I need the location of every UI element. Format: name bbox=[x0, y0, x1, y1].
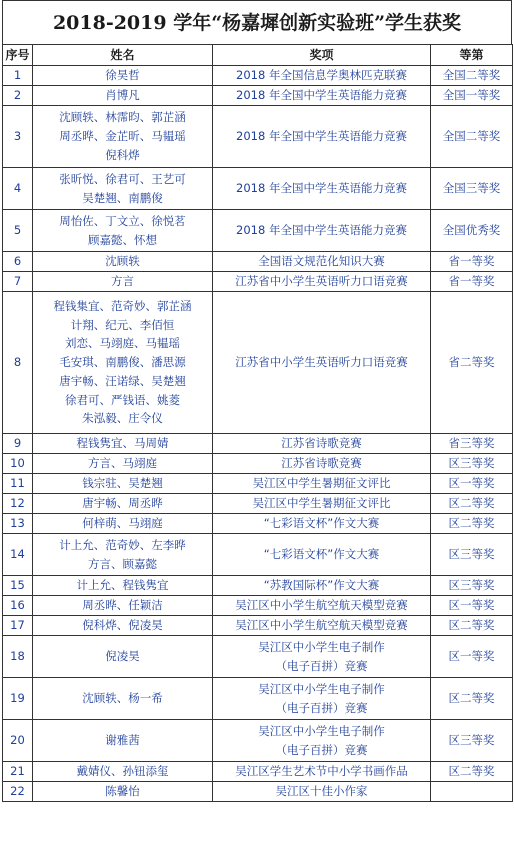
table-row bbox=[3, 292, 513, 434]
row-names bbox=[33, 514, 213, 534]
row-index: 7 bbox=[3, 272, 33, 292]
row-index: 20 bbox=[3, 720, 33, 762]
row-names bbox=[33, 66, 213, 86]
student-names: 周怡佐、丁文立、徐悦茗 bbox=[59, 213, 186, 228]
row-index: 19 bbox=[3, 678, 33, 720]
award-name: 2018 年全国信息学奥林匹克联赛 bbox=[236, 68, 407, 83]
row-award bbox=[213, 636, 431, 678]
row-grade: 区二等奖 bbox=[431, 678, 513, 720]
row-index: 5 bbox=[3, 210, 33, 252]
award-name: （电子百拼）竞赛 bbox=[275, 742, 368, 757]
student-names: 倪科烨、倪凌昊 bbox=[82, 618, 163, 633]
row-index: 18 bbox=[3, 636, 33, 678]
table-row bbox=[3, 596, 513, 616]
table-row bbox=[3, 252, 513, 272]
row-grade: 全国三等奖 bbox=[431, 168, 513, 210]
student-names: 沈顾轶、林霈昀、郭芷涵 bbox=[59, 110, 186, 125]
header-index: 序号 bbox=[3, 45, 33, 66]
header-grade: 等第 bbox=[431, 45, 513, 66]
student-names: 倪凌昊 bbox=[105, 649, 140, 664]
student-names: 谢雅茜 bbox=[105, 733, 140, 748]
row-grade: 全国二等奖 bbox=[431, 106, 513, 168]
row-names bbox=[33, 636, 213, 678]
awards-table bbox=[2, 44, 513, 802]
award-name: 江苏省诗歌竞赛 bbox=[281, 436, 362, 451]
row-award bbox=[213, 434, 431, 454]
row-names bbox=[33, 494, 213, 514]
row-award bbox=[213, 494, 431, 514]
student-names: 陈馨怡 bbox=[105, 784, 140, 799]
row-award bbox=[213, 474, 431, 494]
award-name: 吴江区中小学生电子制作 bbox=[258, 681, 385, 696]
student-names: 刘恋、马翊庭、马韫瑶 bbox=[65, 336, 180, 351]
table-row bbox=[3, 272, 513, 292]
row-names bbox=[33, 168, 213, 210]
row-names bbox=[33, 720, 213, 762]
award-name: 吴江区中小学生电子制作 bbox=[258, 723, 385, 738]
row-award bbox=[213, 576, 431, 596]
award-name: （电子百拼）竞赛 bbox=[275, 658, 368, 673]
row-award bbox=[213, 720, 431, 762]
award-name: 2018 年全国中学生英语能力竞赛 bbox=[236, 223, 407, 238]
row-names bbox=[33, 596, 213, 616]
row-award bbox=[213, 678, 431, 720]
row-index: 15 bbox=[3, 576, 33, 596]
table-row bbox=[3, 720, 513, 762]
row-grade: 省三等奖 bbox=[431, 434, 513, 454]
row-names bbox=[33, 292, 213, 434]
row-award bbox=[213, 762, 431, 782]
award-name: 吴江区学生艺术节中小学书画作品 bbox=[235, 764, 408, 779]
table-body bbox=[3, 66, 513, 802]
row-index: 11 bbox=[3, 474, 33, 494]
award-name: 吴江区中学生暑期征文评比 bbox=[252, 476, 391, 491]
row-grade: 区二等奖 bbox=[431, 494, 513, 514]
header-award: 奖项 bbox=[213, 45, 431, 66]
row-grade: 省一等奖 bbox=[431, 272, 513, 292]
award-name: 江苏省中小学生英语听力口语竞赛 bbox=[235, 355, 408, 370]
award-name: “七彩语文杯”作文大赛 bbox=[263, 547, 380, 562]
row-award bbox=[213, 596, 431, 616]
row-grade: 全国二等奖 bbox=[431, 66, 513, 86]
row-award bbox=[213, 210, 431, 252]
student-names: 吴楚翘、南鹏俊 bbox=[82, 190, 163, 205]
student-names: 计上允、范奇妙、左李晔 bbox=[59, 537, 186, 552]
row-grade bbox=[431, 782, 513, 802]
row-award bbox=[213, 252, 431, 272]
row-grade: 区二等奖 bbox=[431, 616, 513, 636]
row-names bbox=[33, 474, 213, 494]
award-name: 2018 年全国中学生英语能力竞赛 bbox=[236, 181, 407, 196]
table-row bbox=[3, 782, 513, 802]
table-row bbox=[3, 678, 513, 720]
page-title: 2018-2019 学年“杨嘉墀创新实验班”学生获奖 bbox=[2, 0, 512, 44]
award-name: （电子百拼）竞赛 bbox=[275, 700, 368, 715]
award-name: 吴江区中小学生电子制作 bbox=[258, 639, 385, 654]
row-index: 8 bbox=[3, 292, 33, 434]
row-grade: 区三等奖 bbox=[431, 454, 513, 474]
award-name: 2018 年全国中学生英语能力竞赛 bbox=[236, 129, 407, 144]
row-grade: 省一等奖 bbox=[431, 252, 513, 272]
row-grade: 区三等奖 bbox=[431, 534, 513, 576]
row-names bbox=[33, 762, 213, 782]
row-grade: 区一等奖 bbox=[431, 474, 513, 494]
row-grade: 区二等奖 bbox=[431, 514, 513, 534]
student-names: 程钱隽宜、马周婧 bbox=[76, 436, 169, 451]
award-name: “七彩语文杯”作文大赛 bbox=[263, 516, 380, 531]
student-names: 方言、顾嘉懿 bbox=[88, 556, 157, 571]
student-names: 程钱集宜、范奇妙、郭芷涵 bbox=[53, 299, 192, 314]
row-names bbox=[33, 616, 213, 636]
table-row bbox=[3, 636, 513, 678]
row-index: 9 bbox=[3, 434, 33, 454]
row-grade: 区一等奖 bbox=[431, 636, 513, 678]
table-row bbox=[3, 474, 513, 494]
student-names: 周丞晔、金芷昕、马韫瑶 bbox=[59, 129, 186, 144]
row-grade: 区三等奖 bbox=[431, 576, 513, 596]
row-index: 13 bbox=[3, 514, 33, 534]
table-row bbox=[3, 66, 513, 86]
row-grade: 区一等奖 bbox=[431, 596, 513, 616]
award-name: 全国语文规范化知识大赛 bbox=[258, 254, 385, 269]
header-name: 姓名 bbox=[33, 45, 213, 66]
row-award bbox=[213, 534, 431, 576]
table-row bbox=[3, 762, 513, 782]
row-grade: 全国优秀奖 bbox=[431, 210, 513, 252]
student-names: 倪科烨 bbox=[105, 147, 140, 162]
row-index: 3 bbox=[3, 106, 33, 168]
student-names: 何梓萌、马翊庭 bbox=[82, 516, 163, 531]
row-award bbox=[213, 66, 431, 86]
row-grade: 区三等奖 bbox=[431, 720, 513, 762]
row-award bbox=[213, 782, 431, 802]
table-row bbox=[3, 454, 513, 474]
row-names bbox=[33, 434, 213, 454]
row-index: 22 bbox=[3, 782, 33, 802]
student-names: 肖博凡 bbox=[105, 88, 140, 103]
student-names: 计翔、纪元、李佰恒 bbox=[70, 317, 175, 332]
award-name: 吴江区十佳小作家 bbox=[275, 784, 368, 799]
student-names: 沈顾轶、杨一希 bbox=[82, 691, 163, 706]
student-names: 周丞晔、任颖洁 bbox=[82, 598, 163, 613]
award-name: 江苏省中小学生英语听力口语竞赛 bbox=[235, 274, 408, 289]
table-row bbox=[3, 494, 513, 514]
row-names bbox=[33, 86, 213, 106]
row-names bbox=[33, 576, 213, 596]
row-names bbox=[33, 534, 213, 576]
student-names: 沈顾轶 bbox=[105, 254, 140, 269]
row-award bbox=[213, 514, 431, 534]
row-grade: 区二等奖 bbox=[431, 762, 513, 782]
row-award bbox=[213, 292, 431, 434]
award-name: 江苏省诗歌竞赛 bbox=[281, 456, 362, 471]
row-index: 2 bbox=[3, 86, 33, 106]
student-names: 钱宗驻、吴楚翘 bbox=[82, 476, 163, 491]
student-names: 计上允、程钱隽宜 bbox=[76, 578, 169, 593]
student-names: 徐君可、严钱语、姚菱 bbox=[65, 392, 180, 407]
row-names bbox=[33, 454, 213, 474]
table-header-row bbox=[3, 45, 513, 66]
row-award bbox=[213, 86, 431, 106]
row-index: 1 bbox=[3, 66, 33, 86]
row-names bbox=[33, 272, 213, 292]
row-index: 17 bbox=[3, 616, 33, 636]
row-award bbox=[213, 454, 431, 474]
row-names bbox=[33, 678, 213, 720]
row-index: 16 bbox=[3, 596, 33, 616]
row-award bbox=[213, 168, 431, 210]
row-names bbox=[33, 252, 213, 272]
table-row bbox=[3, 616, 513, 636]
table-row bbox=[3, 106, 513, 168]
row-index: 12 bbox=[3, 494, 33, 514]
student-names: 张昕悦、徐君可、王艺可 bbox=[59, 171, 186, 186]
award-name: “苏教国际杯”作文大赛 bbox=[263, 578, 380, 593]
award-name: 吴江区中学生暑期征文评比 bbox=[252, 496, 391, 511]
table-row bbox=[3, 434, 513, 454]
student-names: 戴婧仪、孙钮添玺 bbox=[76, 764, 169, 779]
student-names: 唐宇畅、周丞晔 bbox=[82, 496, 163, 511]
row-names bbox=[33, 106, 213, 168]
row-grade: 省二等奖 bbox=[431, 292, 513, 434]
student-names: 唐宇畅、汪诺绿、吴楚翘 bbox=[59, 373, 186, 388]
student-names: 顾嘉懿、怀想 bbox=[88, 232, 157, 247]
award-name: 吴江区中小学生航空航天模型竞赛 bbox=[235, 618, 408, 633]
row-index: 14 bbox=[3, 534, 33, 576]
student-names: 徐昊哲 bbox=[105, 68, 140, 83]
student-names: 方言、马翊庭 bbox=[88, 456, 157, 471]
student-names: 方言 bbox=[111, 274, 134, 289]
row-names bbox=[33, 782, 213, 802]
row-award bbox=[213, 616, 431, 636]
row-award bbox=[213, 106, 431, 168]
table-row bbox=[3, 576, 513, 596]
student-names: 毛安琪、南鹏俊、潘思源 bbox=[59, 355, 186, 370]
table-row bbox=[3, 514, 513, 534]
award-name: 吴江区中小学生航空航天模型竞赛 bbox=[235, 598, 408, 613]
row-index: 10 bbox=[3, 454, 33, 474]
student-names: 朱泓毅、庄令仪 bbox=[82, 411, 163, 426]
table-row bbox=[3, 86, 513, 106]
row-index: 4 bbox=[3, 168, 33, 210]
table-row bbox=[3, 168, 513, 210]
row-names bbox=[33, 210, 213, 252]
row-grade: 全国一等奖 bbox=[431, 86, 513, 106]
row-index: 6 bbox=[3, 252, 33, 272]
award-name: 2018 年全国中学生英语能力竞赛 bbox=[236, 88, 407, 103]
table-row bbox=[3, 534, 513, 576]
table-row bbox=[3, 210, 513, 252]
row-index: 21 bbox=[3, 762, 33, 782]
row-award bbox=[213, 272, 431, 292]
